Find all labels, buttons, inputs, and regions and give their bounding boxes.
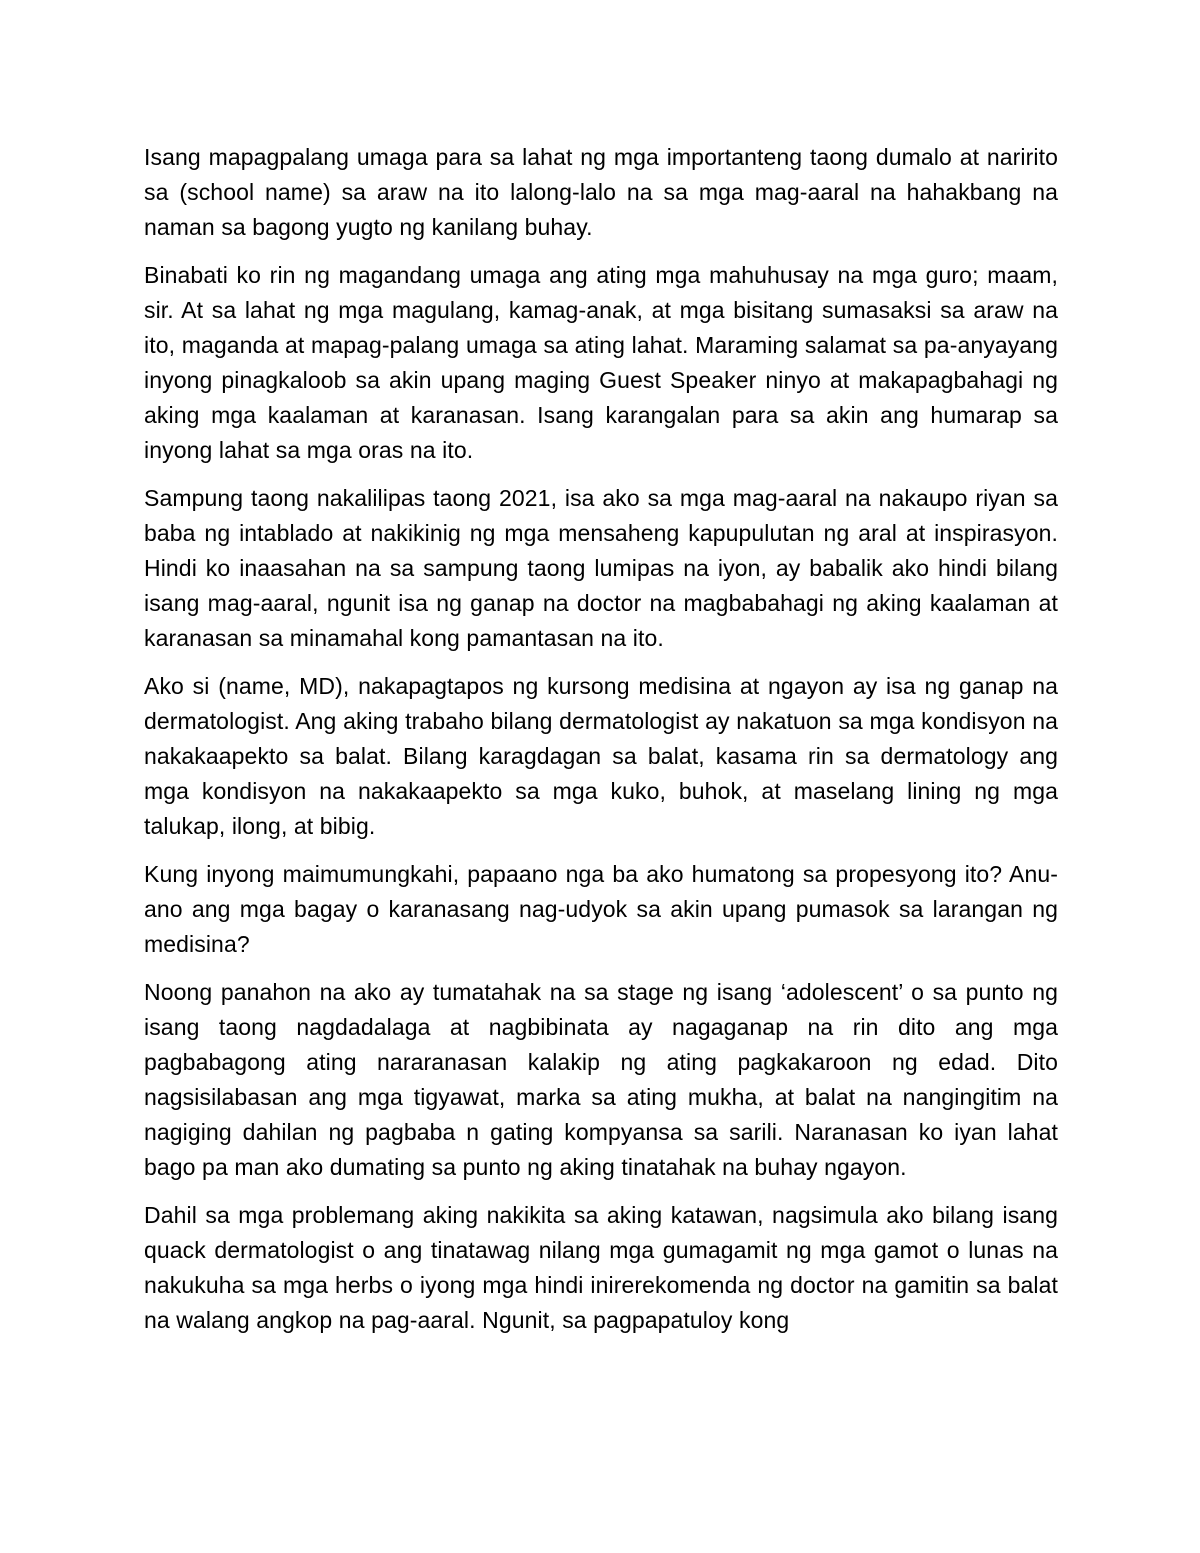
paragraph-ten-years-ago: Sampung taong nakalilipas taong 2021, isa ako sa mga mag-aaral na nakaupo riyan sa baba ng intablado at nakikinig ng mga mensaheng kapupulutan ng aral at inspirasyon. Hindi ko inaasahan na sa sampung taong lumipas na iyon, ay babalik ako hindi bilang isang mag-aaral, ngunit isa ng ganap na doctor na magbabahagi ng aking kaalaman at karanasan sa minamahal kong pamantasan na ito.: [144, 485, 1058, 651]
paragraph-greeting: Isang mapagpalang umaga para sa lahat ng mga importanteng taong dumalo at naririto sa (school name) sa araw na ito lalong-lalo na sa mga mag-aaral na hahakbang na naman sa bagong yugto ng kanilang buhay.: [144, 144, 1058, 240]
paragraph-adolescence: Noong panahon na ako ay tumatahak na sa stage ng isang ‘adolescent’ o sa punto ng isang taong nagdadalaga at nagbibinata ay nagaganap na rin dito ang mga pagbabagong ating nararanasan kalakip ng ating pagkakaroon ng edad. Dito nagsisilabasan ang mga tigyawat, marka sa ating mukha, at balat na nangingitim na nagiging dahilan ng pagbaba n gating kompyansa sa sarili. Naranasan ko iyan lahat bago pa man ako dumating sa punto ng aking tinatahak na buhay ngayon.: [144, 979, 1058, 1180]
document-body: [144, 140, 1058, 1351]
paragraph-question: Kung inyong maimumungkahi, papaano nga ba ako humatong sa propesyong ito? Anu-ano ang mga bagay o karanasang nag-udyok sa akin upang pumasok sa larangan ng medisina?: [144, 861, 1058, 957]
paragraph-acknowledgement: Binabati ko rin ng magandang umaga ang ating mga mahuhusay na mga guro; maam, sir. At sa lahat ng mga magulang, kamag-anak, at mga bisitang sumasaksi sa araw na ito, maganda at mapag-palang umaga sa ating lahat. Maraming salamat sa pa-anyayang inyong pinagkaloob sa akin upang maging Guest Speaker ninyo at makapagbahagi ng aking mga kaalaman at karanasan. Isang karangalan para sa akin ang humarap sa inyong lahat sa mga oras na ito.: [144, 262, 1058, 463]
paragraph-quack-dermatologist: Dahil sa mga problemang aking nakikita sa aking katawan, nagsimula ako bilang isang quack dermatologist o ang tinatawag nilang mga gumagamit ng mga gamot o lunas na nakukuha sa mga herbs o iyong mga hindi inirerekomenda ng doctor na gamitin sa balat na walang angkop na pag-aaral. Ngunit, sa pagpapatuloy kong: [144, 1202, 1058, 1333]
paragraph-introduction: Ako si (name, MD), nakapagtapos ng kursong medisina at ngayon ay isa ng ganap na dermatologist. Ang aking trabaho bilang dermatologist ay nakatuon sa mga kondisyon na nakakaapekto sa balat. Bilang karagdagan sa balat, kasama rin sa dermatology ang mga kondisyon na nakakaapekto sa mga kuko, buhok, at maselang lining ng mga talukap, ilong, at bibig.: [144, 673, 1058, 839]
